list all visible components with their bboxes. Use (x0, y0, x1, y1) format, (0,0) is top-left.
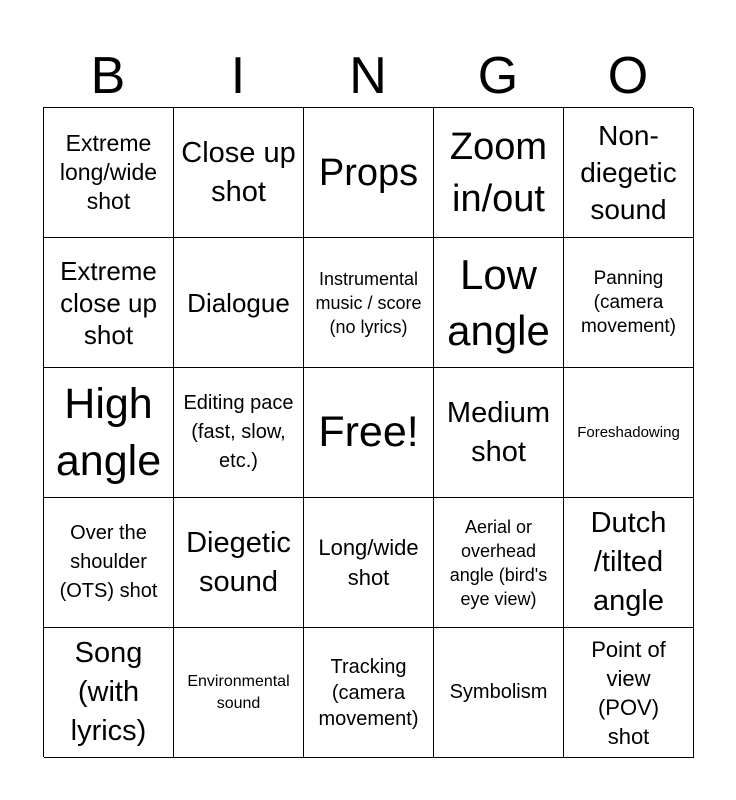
bingo-cell[interactable] (304, 498, 434, 628)
bingo-cell[interactable] (44, 498, 174, 628)
cell-label: Over the shoulder (OTS) shot (59, 522, 158, 602)
cell-label: Close up shot (181, 136, 296, 208)
cell-label: Low angle (447, 250, 550, 354)
cell-label: Dutch /tilted angle (590, 507, 667, 617)
cell-label: Editing pace (fast, slow, etc.) (183, 392, 294, 472)
header-letter-o: O (607, 47, 649, 105)
bingo-cell[interactable] (304, 368, 434, 498)
cell-label: Long/wide shot (318, 534, 419, 590)
cell-label: Diegetic sound (186, 526, 291, 598)
cell-label: Extreme close up shot (60, 255, 157, 350)
header-letter-b: B (90, 47, 126, 105)
cell-label: Medium shot (446, 396, 551, 468)
bingo-cell[interactable] (564, 238, 694, 368)
bingo-cell[interactable] (304, 628, 434, 758)
bingo-cell[interactable] (174, 498, 304, 628)
cell-label: Environmental sound (187, 672, 290, 712)
bingo-cell[interactable] (434, 238, 564, 368)
bingo-cell[interactable] (564, 498, 694, 628)
bingo-cell[interactable] (174, 368, 304, 498)
bingo-cell[interactable] (564, 628, 694, 758)
cell-label: Aerial or overhead angle (bird's eye view) (449, 516, 548, 609)
cell-label: Free! (318, 408, 419, 456)
bingo-cell[interactable] (434, 108, 564, 238)
bingo-cell[interactable] (44, 628, 174, 758)
cell-label: Dialogue (187, 287, 290, 318)
bingo-cell[interactable] (44, 108, 174, 238)
bingo-cell[interactable] (564, 108, 694, 238)
bingo-board (43, 107, 693, 757)
cell-label: Zoom in/out (449, 125, 548, 220)
cell-label: Tracking (camera movement) (318, 655, 419, 730)
bingo-cell[interactable] (304, 238, 434, 368)
bingo-cell[interactable] (434, 368, 564, 498)
bingo-header (43, 44, 693, 108)
header-letter-n: N (349, 47, 387, 105)
header-letter-g: G (477, 47, 519, 105)
cell-label: Extreme long/wide shot (59, 130, 158, 214)
cell-label: Point of view (POV) shot (591, 636, 666, 749)
cell-label: Symbolism (449, 681, 548, 703)
cell-label: High angle (55, 379, 162, 485)
cell-label: Non-diegetic sound (580, 120, 677, 225)
bingo-cell[interactable] (174, 108, 304, 238)
bingo-cell[interactable] (434, 498, 564, 628)
cell-label: Props (318, 151, 419, 194)
cell-label: Foreshadowing (577, 423, 680, 441)
bingo-cell[interactable] (434, 628, 564, 758)
cell-label: Instrumental music / score (no lyrics) (315, 268, 422, 337)
cell-label: Song (with lyrics) (70, 637, 147, 747)
bingo-cell[interactable] (174, 628, 304, 758)
bingo-cell[interactable] (564, 368, 694, 498)
bingo-cell[interactable] (44, 238, 174, 368)
bingo-cell[interactable] (304, 108, 434, 238)
bingo-cell[interactable] (44, 368, 174, 498)
header-letter-i: I (230, 47, 246, 105)
cell-label: Panning (camera movement) (580, 267, 677, 337)
bingo-cell[interactable] (174, 238, 304, 368)
